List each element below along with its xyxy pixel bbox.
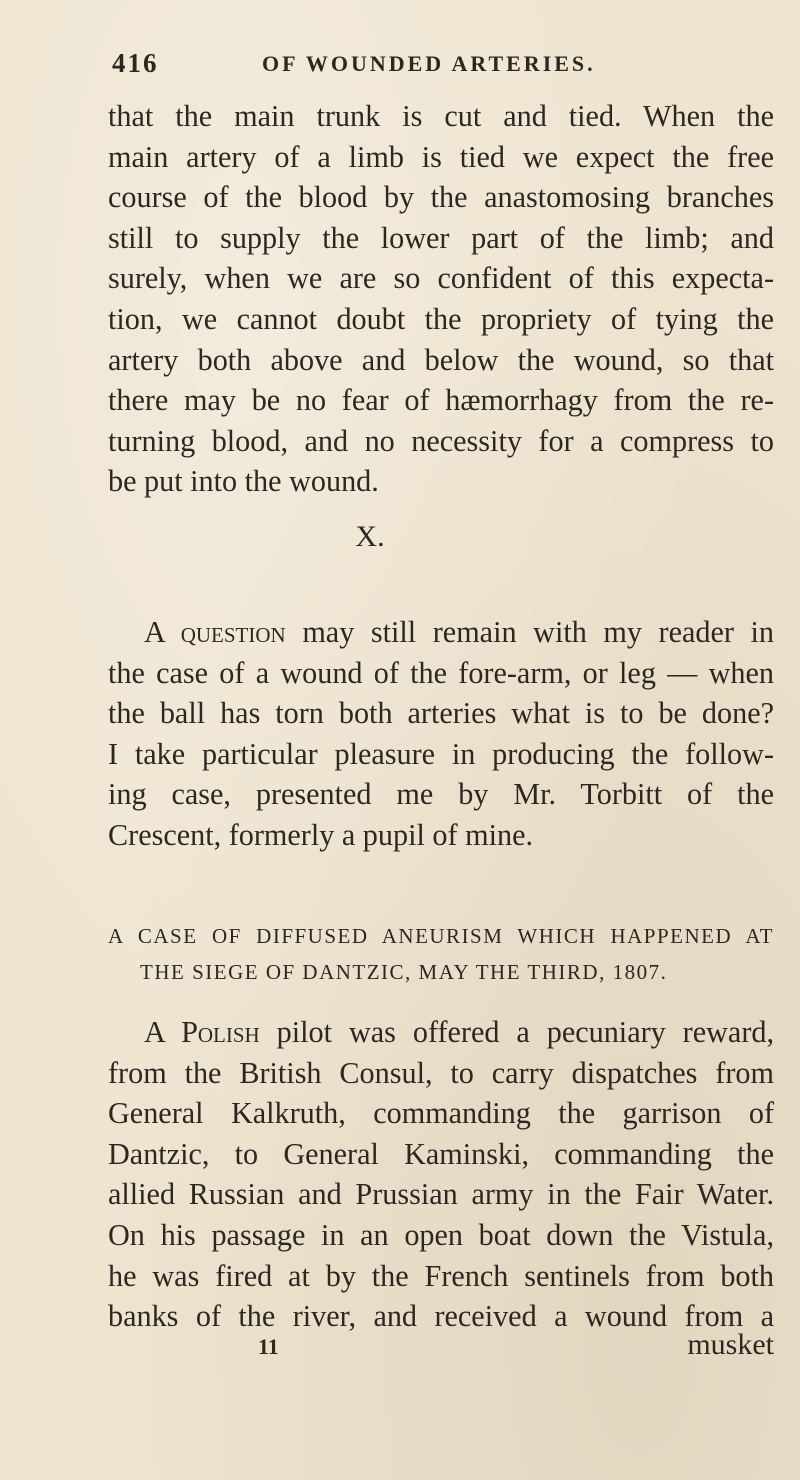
case-heading-line-1: A CASE OF DIFFUSED ANEURISM WHICH HAPPENED AT [108,924,774,948]
text-line: turning blood, and no necessity for a compress to [108,423,774,458]
case-heading [108,918,774,990]
text-line: banks of the river, and received a wound from a [108,1299,774,1334]
lead-in-article: A [144,1015,165,1049]
text-line: the case of a wound of the fore-arm, or leg — when [108,655,774,690]
text-line: artery both above and below the wound, so that [108,342,774,377]
lead-in-small-caps: Polish [181,1015,260,1049]
paragraph-2 [108,612,774,856]
text-line-rest: may still remain with my reader in [302,615,775,649]
text-line-rest: pilot was offered a pecuniary reward, [276,1015,775,1049]
text-line [108,1012,774,1053]
text-line: that the main trunk is cut and tied. When the [108,99,774,133]
text-line: be put into the wound. [108,464,379,499]
text-line: still to supply the lower part of the limb; and [108,220,774,255]
text-line: the ball has torn both arteries what is to be done? [108,696,774,731]
paragraph-3 [108,1012,774,1337]
text-line: from the British Consul, to carry dispatches from [108,1055,774,1090]
text-line: course of the blood by the anastomosing branches [108,180,774,215]
text-line: main artery of a limb is tied we expect the free [108,139,774,174]
text-line: Crescent, formerly a pupil of mine. [108,817,534,852]
text-line: tion, we cannot doubt the propriety of tying the [108,301,774,336]
section-numeral: X. [355,520,385,553]
paragraph-1 [108,96,774,502]
text-line: there may be no fear of hæmorrhagy from the re- [108,383,774,418]
catchword: musket [687,1328,774,1361]
signature-mark: 11 [258,1334,279,1359]
text-line: General Kalkruth, commanding the garrison of [108,1096,774,1131]
running-head: OF WOUNDED ARTERIES. [262,51,596,76]
text-line: I take particular pleasure in producing the follow- [108,736,774,771]
lead-in-small-caps: A question [144,615,286,649]
page-footer [108,1328,774,1368]
page-number: 416 [112,48,159,78]
text-line: Dantzic, to General Kaminski, commanding the [108,1136,774,1171]
case-heading-line-2: THE SIEGE OF DANTZIC, MAY THE THIRD, 1807. [140,960,668,984]
text-line: On his passage in an open boat down the Vistula, [108,1217,774,1252]
text-line: he was fired at by the French sentinels from both [108,1258,774,1293]
text-line [108,612,774,653]
text-line: allied Russian and Prussian army in the Fair Water. [108,1177,774,1212]
text-line: ing case, presented me by Mr. Torbitt of the [108,777,774,812]
text-line: surely, when we are so confident of this expecta- [108,261,774,296]
page-header [112,48,712,88]
